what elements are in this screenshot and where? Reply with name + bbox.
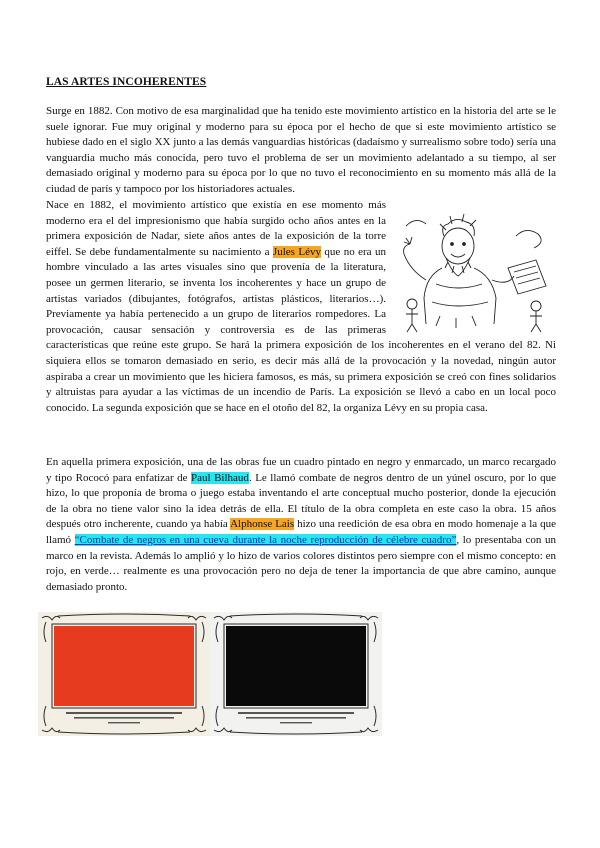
paragraph-intro: Surge en 1882. Con motivo de esa marginalidad que ha tenido este movimiento artístico en la historia del arte se le suele ignorar. Fue muy original y moderno para su época por el hecho de que si este movimiento artístico se hubiese dado en el siglo XX junto a las demás vanguardias históricas (dadaísmo y surrealismo sobre todo) sería una vanguardia mucho más conocida, pero tuvo el problema de ser un movimiento adelantado a su tiempo, al ser demasiado original y moderno para su época por lo que no tuvo el reconocimiento en su momento más allá de la ciudad de parís y tampoco por los historiadores actuales. <box>46 105 556 195</box>
highlight-paul-bilhaud: Paul Bilhaud <box>191 471 249 484</box>
document-title: LAS ARTES INCOHERENTES <box>46 76 207 88</box>
paragraph-origins-part1: Nace en 1882, el movimiento artístico que existía en ese momento más moderno era el del impresionismo que había surgido ocho años antes en la primera exposición de Nadar, siete años antes de la exposición de la torre eiffel. Se debe fundamentalmente su nacimiento a <box>46 199 386 258</box>
highlight-jules-levy: Jules Lévy <box>272 245 321 258</box>
paragraph-exhibition-part3: hizo una reedición de esa obra en modo homenaje a la que llamó <box>46 518 556 546</box>
paragraph-exhibition-part2: . Le llamó combate de negros dentro de un yúnel oscuro, por lo que hizo, lo que proponía de broma o juego estaba inventando el arte conceptual mucho posterior, donde la ejecución de la obra no tiene valor sino la idea detrás de ella. El título de la obra completa en este caso la obra. 15 años después otro incherente, cuando ya había <box>46 471 556 531</box>
highlight-combate-title: “Combate de negros en una cueva durante la noche reproducción de célebre cuadro” <box>74 533 457 546</box>
paragraph-origins <box>46 198 556 416</box>
paragraph-exhibition-part4: , lo presentaba con un marco en la revista. Además lo amplió y lo hizo de varios colores distintos pero siempre con el mismo concepto: en rojo, en verde… realmente es una provocación pero no deja de tener la importancia de que abre camino, aunque demasiado pronto. <box>46 533 557 593</box>
paragraph-exhibition-part1: En aquella primera exposición, una de las obras fue un cuadro pintado en negro y enmarcado, un marco recargado y tipo Rococó para enfatizar de <box>46 456 556 484</box>
black-painting-image <box>210 612 382 736</box>
red-painting-image <box>38 612 210 736</box>
highlight-alphonse-lais: Alphonse Lais <box>230 518 295 531</box>
black-painting-canvas <box>226 626 366 706</box>
caricature-illustration <box>396 206 556 334</box>
paragraph-first-exhibition <box>46 455 556 595</box>
red-painting-canvas <box>54 626 194 706</box>
paragraph-origins-part2: que no era un hombre vinculado a las artes visuales sino que provenía de la literatura, posee un germen literario, se inventa los incoherentes y hace un grupo de artistas variados (dibujantes, fotógrafos, artistas plásticos, literarios…). Previamente ya había pertenecido a un grupo de literarios rompedores. La provocación, causar sensación y controversia es de las primeras características que reúne este grupo. Se hará la primera exposición de los incoherentes en el verano del 82. Ni siquiera ellos se tomaron demasiado en serio, es decir más allá de la provocación y la novedad, ningún autor aspiraba a crear un movimiento que les hiciera famosos, es más, su primera exposición se creó con fines solidarios y altruistas para ayudar a las víctimas de un incendio de París. La exposición se llevó a cabo en un local poco conocido. La segunda exposición que se hace en el otoño del 82, la organiza Lévy en su propia casa. <box>46 245 556 414</box>
